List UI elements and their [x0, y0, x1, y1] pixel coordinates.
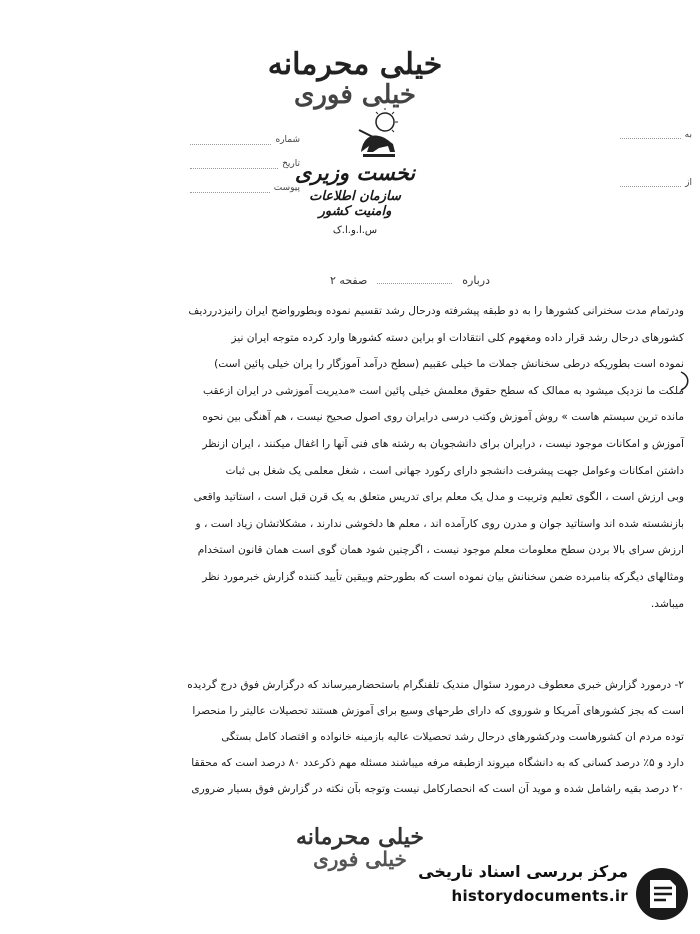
classification-label: خیلی محرمانه — [267, 47, 443, 82]
body-line: آموزش و امکانات موجود نیست ، درایران برای دانشجویان به رشته های فنی آنها را اغفال میکنند ، ایران ازنظر — [202, 437, 684, 450]
body-line: ملکت ما نزدیک میشود به ممالک که سطح حقوق معلمش خیلی پائین است «مدیریت آموزشی در ایران ازعقب — [203, 384, 684, 397]
body-line: ۲- درمورد گزارش خبری معطوف درمورد سئوال مندیک تلفنگرام باستحضارمیرساند که درگزارش فوق درج گردیده — [187, 679, 684, 691]
watermark — [410, 862, 694, 928]
meta-field-to: به — [620, 130, 692, 178]
lion-and-sun-emblem-icon — [355, 108, 401, 162]
document-body — [64, 298, 684, 617]
body-line: میباشد. — [650, 597, 684, 610]
page-number: صفحه ۲ — [330, 274, 368, 287]
classification-stamp-bottom — [290, 826, 430, 870]
classification-label-bottom: خیلی محرمانه — [295, 824, 425, 850]
body-line: ۲۰ درصد بقیه راشامل شده و موید آن است که انحصارکامل نیست وتوجه بآن نکته در گزارش فوق بسیار ضروری — [191, 783, 684, 795]
body-line: دارد و ۵٪ درصد کسانی که به دانشگاه میروند ازطبقه مرفه میباشند مسئله مهم ذکرعدد ۸۰ درصد است که محققا — [191, 757, 684, 769]
watermark-site: historydocuments.ir — [451, 887, 628, 905]
body-line: مانده ترین سیستم هاست » روش آموزش وکتب درسی درایران روی اصول صحیح نیست ، هم آهنگی بین نحوه — [202, 411, 684, 424]
body-line: داشتن امکانات وعوامل جهت پیشرفت دانشجو دارای رکورد جهانی است ، شغل معلمی یک شغل بی ثبات — [225, 464, 684, 477]
body-line: توده مردم ان کشورهاست ودرکشورهای درحال رشد تحصیلات عالیه بازمینه خانواده و اقتصاد کامل بستگی — [221, 731, 684, 743]
margin-mark-icon — [678, 370, 694, 392]
archive-logo-icon — [634, 866, 690, 922]
agency-code: س.ا.و.ا.ک — [332, 225, 378, 236]
section-two — [64, 672, 684, 802]
subject-label: درباره — [462, 274, 490, 287]
body-line: ومثالهای دیگرکه بنامبرده ضمن سخنانش بیان نموده است که بطورحتم وبیقین تأیید کننده گزارش خبرمورد نظر — [202, 570, 684, 583]
urgency-label-bottom: خیلی فوری — [313, 847, 407, 872]
office-header — [290, 160, 420, 236]
body-line: است که بجز کشورهای آمریکا و شوروی که دارای طرحهای وسیع برای آموزش هستند تحصیلات عالیتر را منحصرا — [192, 705, 684, 717]
body-line: نموده است بطوریکه درطی سخنانش جملات ما خیلی عقبیم (سطح درآمد آموزگار را یران خیلی پائین است) — [214, 358, 684, 371]
meta-fields-right — [620, 130, 692, 226]
body-line: ودرتمام مدت سخنرانی کشورها را به دو طبقه پیشرفته ودرحال رشد تقسیم نموده وبطورواضح ایران رانیزدرردیف — [188, 305, 684, 317]
agency-name: سازمان اطلاعات وامنیت کشور — [309, 189, 401, 219]
meta-field-number: شماره — [190, 128, 300, 152]
classification-stamp-top — [260, 48, 450, 110]
subject-line — [330, 274, 490, 287]
meta-field-date: تاریخ — [190, 152, 300, 176]
meta-field-attachment: پیوست — [190, 176, 300, 200]
body-line: کشورهای درحال رشد قرار داده ومغهوم کلی انتقادات او براین دسته کشورها وارد کرده متوجه ایران نیز — [231, 331, 684, 344]
meta-field-from: از — [620, 178, 692, 226]
body-line: بازنشسته شده اند واستاتید جوان و مدرن روی کارآمده اند ، معلم ها دلخوشی ندارند ، مشکلاتشان زیاد است ، و — [195, 517, 684, 530]
body-line: وبی ارزش است ، الگوی تعلیم وتربیت و مدل یک معلم برای تدریس متعلق به یک قرن قبل است ، استاتید واقعی — [193, 491, 684, 504]
watermark-org-name: مرکز بررسی اسناد تاریخی — [418, 862, 628, 881]
office-name: نخست وزیری — [294, 160, 416, 185]
meta-fields-left — [190, 128, 300, 200]
urgency-label: خیلی فوری — [293, 80, 416, 110]
body-line: ارزش سرای بالا بردن سطح معلومات معلم موجود نیست ، اگرچنین شود همان گوی است همان قانون استخدام — [197, 544, 684, 557]
